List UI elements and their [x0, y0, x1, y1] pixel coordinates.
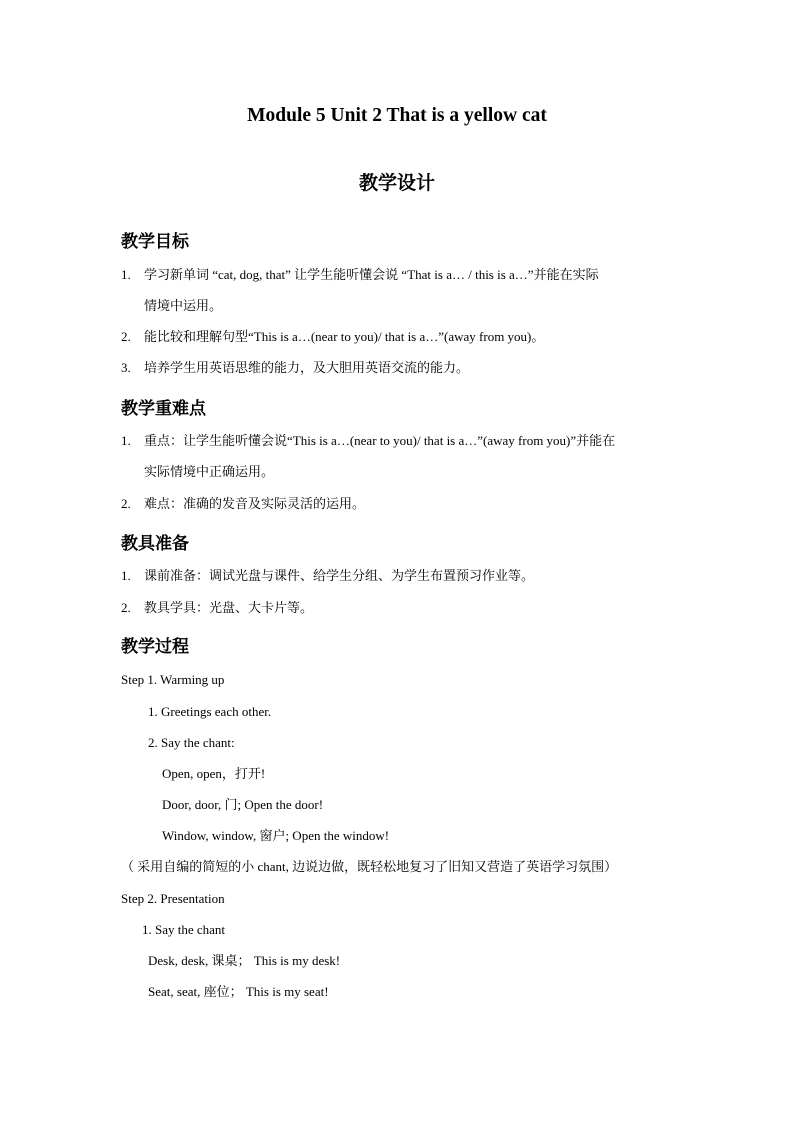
- step-item: 2. Say the chant:: [148, 735, 235, 750]
- list-item: 培养学生用英语思维的能力，及大胆用英语交流的能力。: [144, 360, 470, 375]
- step-heading: Step 2. Presentation: [121, 891, 225, 906]
- section-heading-materials: 教具准备: [121, 534, 189, 553]
- chant-line: Window, window, 窗户; Open the window!: [162, 828, 390, 843]
- chant-line: Door, door, 门; Open the door!: [162, 797, 324, 812]
- teaching-note: （ 采用自编的简短的小 chant, 边说边做，既轻松地复习了旧知又营造了英语学习氛围）: [121, 859, 618, 874]
- list-number: 1.: [121, 568, 131, 583]
- step-item: 1. Greetings each other.: [148, 704, 272, 719]
- list-item: 课前准备：调试光盘与课件、给学生分组、为学生布置预习作业等。: [144, 568, 535, 583]
- list-number: 2.: [121, 329, 131, 344]
- list-item-continuation: 情境中运用。: [144, 298, 223, 313]
- chant-line: Open, open，打开!: [162, 766, 266, 781]
- list-item: 学习新单词 “cat, dog, that” 让学生能听懂会说 “That is a… / this is a…”并能在实际: [144, 267, 599, 282]
- list-number: 2.: [121, 496, 131, 511]
- step-heading: Step 1. Warming up: [121, 672, 225, 687]
- list-item: 难点：准确的发音及实际灵活的运用。: [144, 496, 366, 511]
- document-title: Module 5 Unit 2 That is a yellow cat: [247, 105, 547, 126]
- document-subtitle: 教学设计: [358, 173, 435, 194]
- list-item: 重点：让学生能听懂会说“This is a…(near to you)/ that is a…”(away from you)”并能在: [144, 433, 616, 448]
- list-item: 能比较和理解句型“This is a…(near to you)/ that is a…”(away from you)。: [144, 329, 545, 344]
- list-number: 2.: [121, 600, 131, 615]
- step-item: 1. Say the chant: [142, 922, 226, 937]
- list-item: 教具学具：光盘、大卡片等。: [144, 600, 314, 615]
- section-heading-keypoints: 教学重难点: [121, 399, 206, 418]
- chant-line: Seat, seat, 座位； This is my seat!: [148, 984, 329, 999]
- list-item-continuation: 实际情境中正确运用。: [144, 464, 275, 479]
- list-number: 3.: [121, 360, 131, 375]
- list-number: 1.: [121, 267, 131, 282]
- section-heading-goals: 教学目标: [121, 232, 189, 251]
- section-heading-process: 教学过程: [121, 637, 189, 656]
- list-number: 1.: [121, 433, 131, 448]
- chant-line: Desk, desk, 课桌； This is my desk!: [148, 953, 341, 968]
